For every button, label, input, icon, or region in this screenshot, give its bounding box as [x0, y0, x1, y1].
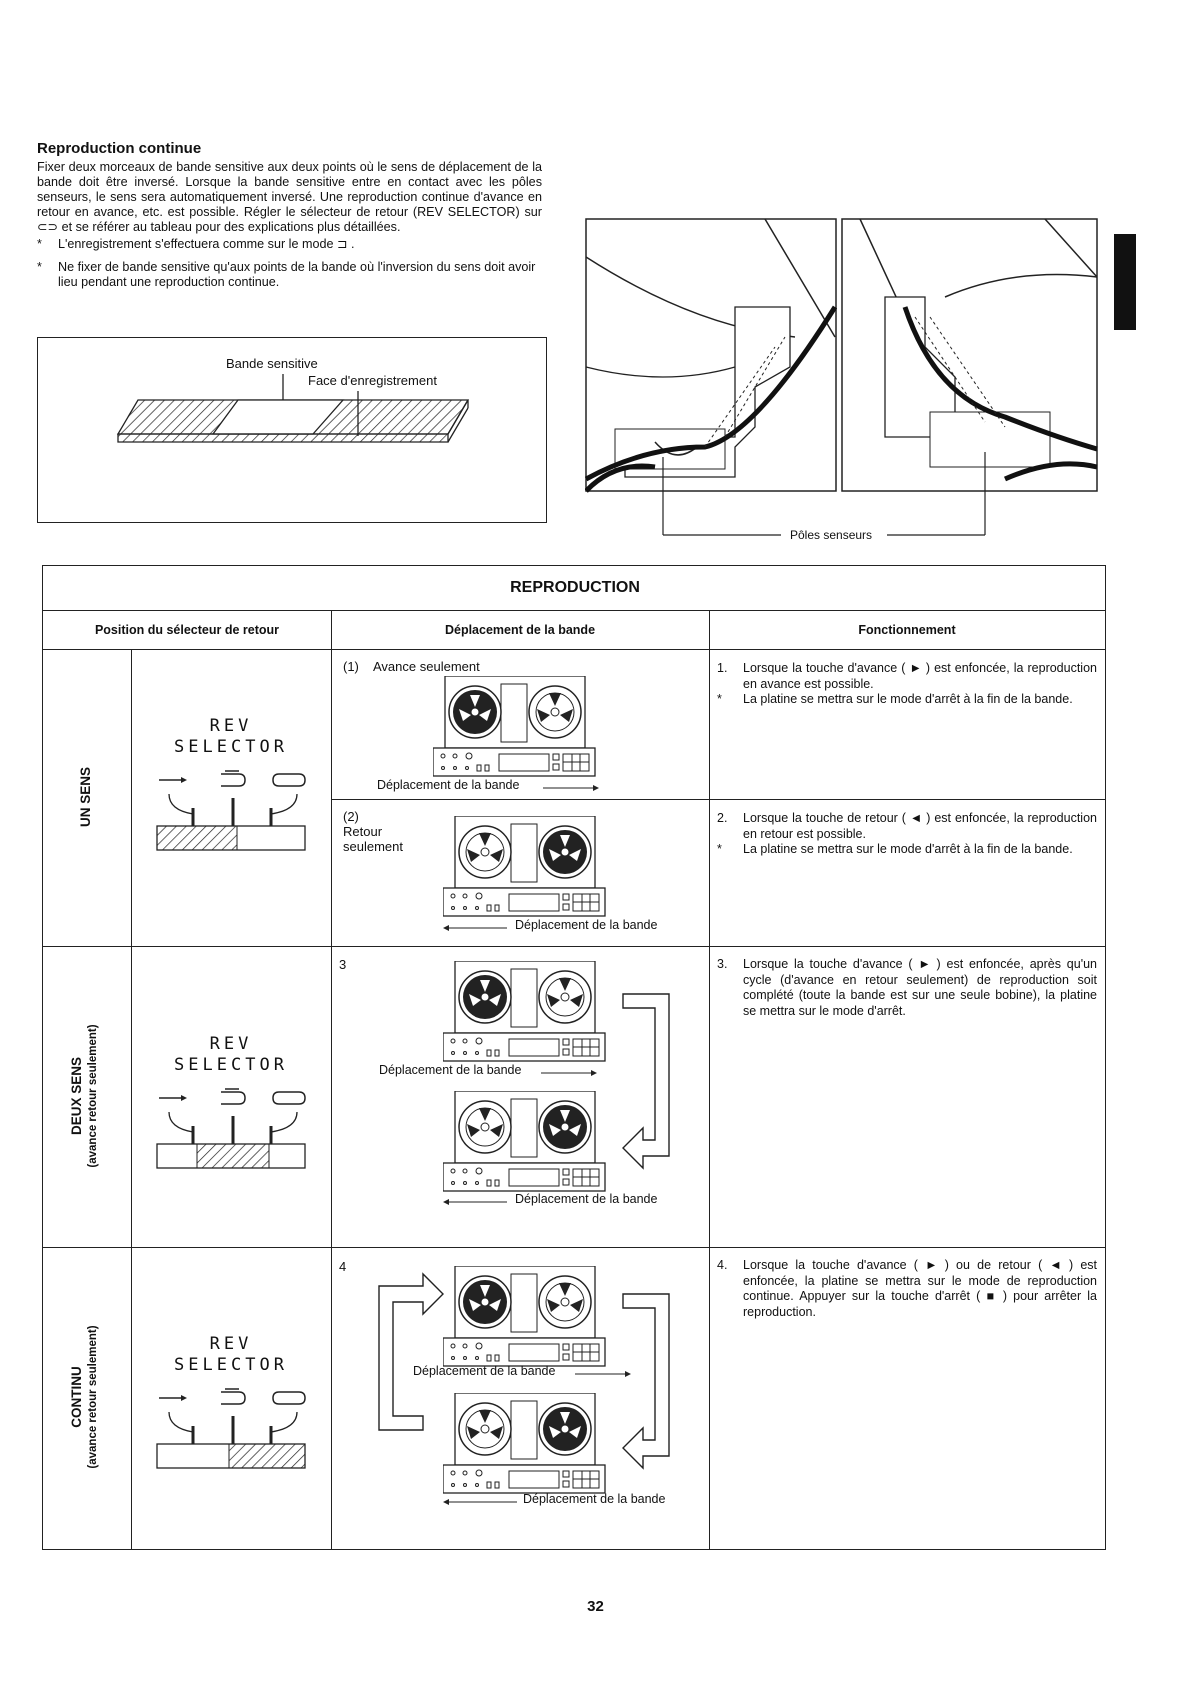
row-name: CONTINU: [69, 1366, 84, 1428]
asterisk: *: [717, 842, 722, 856]
title-forward-only: Avance seulement: [373, 659, 480, 674]
note-sensitive: [37, 260, 542, 290]
operation-text: Lorsque la touche d'avance ( ► ) est enfoncée, la reproduction en avance est possible.: [743, 661, 1097, 691]
header-operation: Fonctionnement: [858, 623, 956, 637]
operation-number: 2.: [717, 811, 728, 825]
deck-reverse-only: [443, 816, 613, 921]
rev-selector-un-sens: [131, 716, 331, 857]
row-label-deux-sens: [69, 946, 105, 1246]
operation-2: [717, 811, 1097, 858]
deck-continuous-reverse: [443, 1393, 613, 1498]
head-illustration: [585, 217, 1100, 542]
chapter-tab: [1114, 234, 1136, 330]
marker-3: 3: [339, 957, 347, 972]
label-sensitive-tape: Bande sensitive: [226, 356, 318, 371]
rev-label: REV: [209, 1334, 253, 1354]
table-title: REPRODUCTION: [510, 579, 640, 596]
header-selector-position: Position du sélecteur de retour: [94, 623, 280, 637]
marker-1: (1): [343, 659, 359, 674]
operation-text: Lorsque la touche d'avance ( ► ) ou de retour ( ◄ ) est enfoncée, la platine se mettra sur le mode de reproduction continue. Appuyer sur la touche d'arrêt ( ■ ) pour arrêter la reproduction.: [743, 1258, 1097, 1319]
section-title: Reproduction continue: [37, 140, 202, 157]
selector-label: SELECTOR: [174, 1055, 288, 1075]
rev-label: REV: [209, 716, 253, 736]
operation-note: [717, 692, 1097, 708]
selector-label: SELECTOR: [174, 1355, 288, 1375]
caption-row2: Déplacement de la bande: [515, 918, 658, 932]
arrow-left-icon: [443, 1198, 513, 1206]
row-label-continu: [69, 1247, 105, 1547]
rev-selector-deux-sens: [131, 1034, 331, 1175]
row-sub: (avance retour seulement): [87, 1325, 99, 1469]
row-sub: (avance retour seulement): [87, 1024, 99, 1168]
note-recording-text: L'enregistrement s'effectuera comme sur le mode ⊐ .: [58, 237, 355, 251]
deck-forward-only: [433, 676, 603, 781]
sensitive-tape-figure: [37, 337, 547, 523]
operation-note-text: La platine se mettra sur le mode d'arrêt à la fin de la bande.: [743, 842, 1073, 856]
row-name: DEUX SENS: [69, 1056, 84, 1136]
page-number: 32: [587, 1598, 604, 1615]
tape-illustration: [38, 338, 546, 522]
selector-label: SELECTOR: [174, 737, 288, 757]
operation-number: 4.: [717, 1258, 728, 1272]
operation-3: [717, 957, 1097, 1019]
sensing-poles-figure: [585, 217, 1100, 547]
selector-switch: [141, 1080, 321, 1170]
caption-row4-top: Déplacement de la bande: [413, 1364, 556, 1378]
caption-row4-bottom: Déplacement de la bande: [523, 1492, 666, 1506]
deck-continuous-forward: [443, 1266, 613, 1371]
intro-paragraph: Fixer deux morceaux de bande sensitive aux deux points où le sens de déplacement de la bande doit être inversé. Lorsque la bande sensitive entre en contact avec les pôles senseurs, le sens sera automatiquement inversé. Une reproduction continue d'avance en retour en avance, etc. est possible. Régler le sélecteur de retour (REV SELECTOR) sur ⊂⊃ et se référer au tableau pour des explications plus détaillées.: [37, 160, 542, 234]
label-sensing-poles: Pôles senseurs: [790, 528, 873, 542]
operation-number: 1.: [717, 661, 728, 675]
selector-switch: [141, 762, 321, 852]
operation-text: Lorsque la touche d'avance ( ► ) est enfoncée, après qu'un cycle (d'avance en retour seulement) de reproduction soit complété (toute la bande est sur une seule bobine), la platine se mettra sur le mode d'arrêt.: [743, 957, 1097, 1018]
selector-switch: [141, 1380, 321, 1470]
caption-row1: Déplacement de la bande: [377, 778, 520, 792]
operation-1: [717, 661, 1097, 708]
operation-4: [717, 1258, 1097, 1320]
operation-number: 3.: [717, 957, 728, 971]
asterisk: *: [37, 260, 42, 274]
arrow-right-icon: [541, 1069, 601, 1077]
label-recording-face: Face d'enregistrement: [308, 373, 437, 388]
marker-2: (2): [343, 809, 359, 824]
row-label-un-sens: [78, 697, 96, 897]
operation-note: [717, 842, 1097, 858]
deck-two-way-forward: [443, 961, 613, 1066]
arrow-left-icon: [443, 924, 513, 932]
caption-row3-bottom: Déplacement de la bande: [515, 1192, 658, 1206]
reproduction-table: [42, 565, 1106, 1550]
arrow-right-icon: [543, 784, 603, 792]
header-tape-movement: Déplacement de la bande: [444, 623, 596, 637]
deck-two-way-reverse: [443, 1091, 613, 1196]
rev-label: REV: [209, 1034, 253, 1054]
return-arrow-icon: [603, 986, 693, 1186]
note-recording: [37, 237, 542, 252]
note-sensitive-text: Ne fixer de bande sensitive qu'aux points de la bande où l'inversion du sens doit avoir lieu pendant une reproduction continue.: [58, 260, 536, 289]
asterisk: *: [717, 692, 722, 706]
marker-4: 4: [339, 1259, 347, 1274]
asterisk: *: [37, 237, 42, 251]
arrow-left-icon: [443, 1498, 523, 1506]
title-reverse-only: Retour seulement: [343, 824, 403, 854]
loop-arrow-right-icon: [603, 1286, 693, 1486]
operation-note-text: La platine se mettra sur le mode d'arrêt à la fin de la bande.: [743, 692, 1073, 706]
row-name: UN SENS: [78, 767, 93, 828]
intro-section: [37, 140, 542, 290]
operation-text: Lorsque la touche de retour ( ◄ ) est enfoncée, la reproduction en retour est possible.: [743, 811, 1097, 841]
caption-row3-top: Déplacement de la bande: [379, 1063, 522, 1077]
rev-selector-continu: [131, 1334, 331, 1475]
